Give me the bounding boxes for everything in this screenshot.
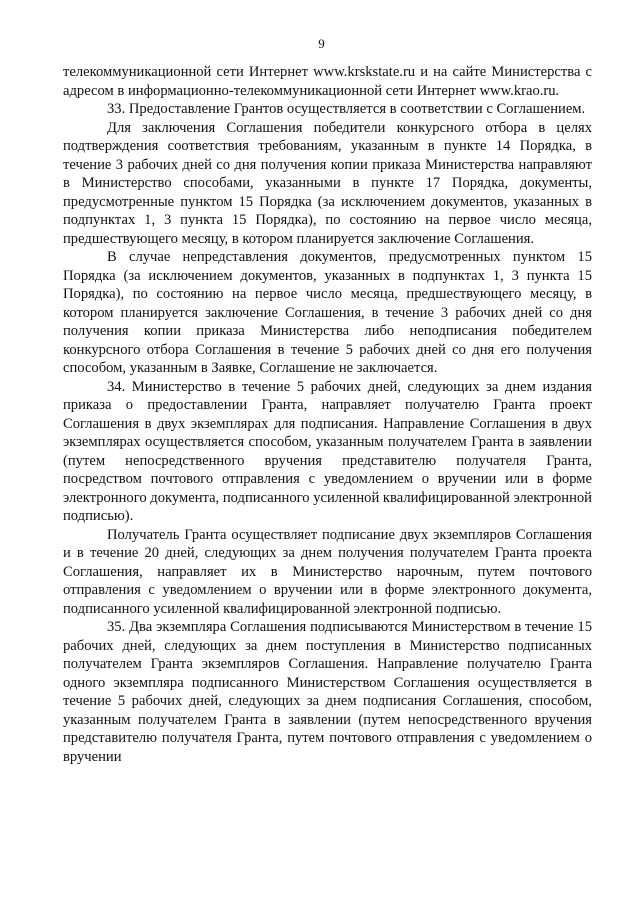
paragraph-clause-34: 34. Министерство в течение 5 рабочих дней, следующих за днем издания приказа о предоставлении Гранта, направляет получателю Гранта проект Соглашения в двух экземплярах для подписания. Направление Соглашения в двух экземплярах осуществляется способом, указанным получателем Гранта в заявлении (путем непосредственного вручения представителю получателя Гранта, посредством почтового отправления с уведомлением о вручении или в форме электронного документа, подписанного усиленной квалифицированной электронной подписью). — [63, 378, 592, 524]
paragraph-clause-35: 35. Два экземпляра Соглашения подписываются Министерством в течение 15 рабочих дней, следующих за днем поступления в Министерство подписанных получателем Гранта экземпляров Соглашения. Направление получателю Гранта одного экземпляра подписанного Министерством Соглашения осуществляется в течение 5 рабочих дней, следующих за днем подписания Соглашения, способом, указанным получателем Гранта в заявлении (путем непосредственного вручения представителю получателя Гранта, путем почтового отправления с уведомлением о вручении — [63, 619, 592, 765]
paragraph-clause-33: 33. Предоставление Грантов осуществляется в соответствии с Соглашением. — [107, 101, 586, 117]
document-body — [63, 63, 592, 766]
paragraph-continuation: телекоммуникационной сети Интернет www.krskstate.ru и на сайте Министерства с адресом в информационно-телекоммуникационной сети Интернет www.krao.ru. — [63, 64, 592, 99]
page-number: 9 — [318, 36, 325, 51]
paragraph-recipient-signing: Получатель Гранта осуществляет подписание двух экземпляров Соглашения и в течение 20 дней, следующих за днем получения получателем Гранта проекта Соглашения, направляет их в Министерство нарочным, путем почтового отправления с уведомлением о вручении или в форме электронного документа, подписанного усиленной квалифицированной электронной подписью. — [63, 526, 592, 617]
paragraph-agreement-conclusion: Для заключения Соглашения победители конкурсного отбора в целях подтверждения соответствия требованиям, указанным в пункте 14 Порядка, в течение 3 рабочих дней со дня получения копии приказа Министерства направляют в Министерство способами, указанными в пункте 17 Порядка, документы, предусмотренные пунктом 15 Порядка (за исключением документов, указанных в подпунктах 1, 3 пункта 15 Порядка), по состоянию на первое число месяца, предшествующего месяцу, в котором планируется заключение Соглашения. — [63, 119, 592, 247]
paragraph-non-submission: В случае непредставления документов, предусмотренных пунктом 15 Порядка (за исключением документов, указанных в подпунктах 1, 3 пункта 15 Порядка), по состоянию на первое число месяца, предшествующего месяцу, в котором планируется заключение Соглашения, в течение 3 рабочих дней со дня получения копии приказа Министерства либо неподписания победителем конкурсного отбора Соглашения в течение 5 рабочих дней со дня его получения способом, указанным в Заявке, Соглашение не заключается. — [63, 249, 592, 376]
